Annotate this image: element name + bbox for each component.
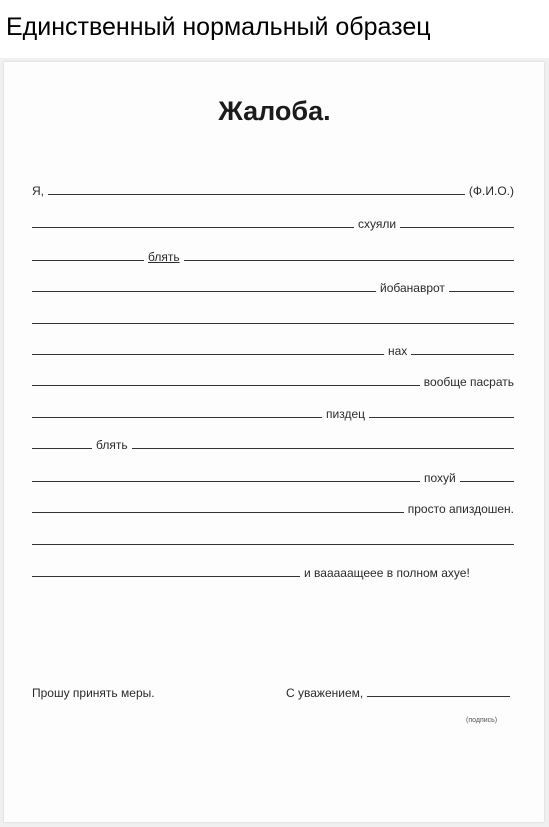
row-label: просто апиздошен. xyxy=(407,502,514,516)
caption-title: Единственный нормальный образец xyxy=(6,13,431,41)
blank-line xyxy=(32,260,144,261)
blank-line xyxy=(32,481,420,482)
row-label: нах xyxy=(388,344,408,358)
blank-line xyxy=(32,227,354,228)
form-row xyxy=(32,244,514,264)
blank-line xyxy=(48,194,465,195)
row-label: блять xyxy=(96,438,128,452)
signature-block xyxy=(286,686,510,700)
blank-line xyxy=(32,354,384,355)
blank-line xyxy=(32,576,300,577)
document-title: Жалоба. xyxy=(218,96,331,126)
blank-line xyxy=(32,417,322,418)
blank-line xyxy=(460,481,514,482)
blank-line xyxy=(32,323,514,324)
form-row xyxy=(32,211,514,231)
blank-line xyxy=(32,544,514,545)
form-row xyxy=(32,432,514,452)
form-row xyxy=(32,465,514,485)
blank-line xyxy=(369,417,514,418)
form-row xyxy=(32,560,514,580)
blank-line xyxy=(411,354,514,355)
signature-line xyxy=(367,696,510,697)
blank-line xyxy=(32,512,404,513)
form-row xyxy=(32,528,514,548)
request-text: Прошу принять меры. xyxy=(32,686,155,700)
form-row xyxy=(32,275,514,295)
row-label: вообще пасрать xyxy=(423,375,514,389)
blank-line xyxy=(184,260,514,261)
blank-line xyxy=(32,291,376,292)
form-row xyxy=(32,307,514,327)
blank-line xyxy=(449,291,514,292)
blank-line xyxy=(132,448,514,449)
row-label: и вааааащеее в полном ахуе! xyxy=(304,566,470,580)
form-row xyxy=(32,496,514,516)
form-row xyxy=(32,338,514,358)
row-label: блять xyxy=(148,250,180,264)
blank-line xyxy=(400,227,514,228)
row-label: йобанаврот xyxy=(380,281,445,295)
signature-hint: (подпись) xyxy=(466,717,498,724)
row-label: пиздец xyxy=(326,407,365,421)
closing-text: С уважением, xyxy=(286,686,364,700)
blank-line xyxy=(32,448,92,449)
row-label: (Ф.И.О.) xyxy=(468,184,514,198)
form-row xyxy=(32,401,514,421)
form-row xyxy=(32,369,514,389)
blank-line xyxy=(32,385,420,386)
row-label: похуй xyxy=(424,471,456,485)
row-label: Я, xyxy=(32,184,44,198)
row-label: схуяли xyxy=(358,217,397,231)
form-row-name xyxy=(32,178,514,198)
